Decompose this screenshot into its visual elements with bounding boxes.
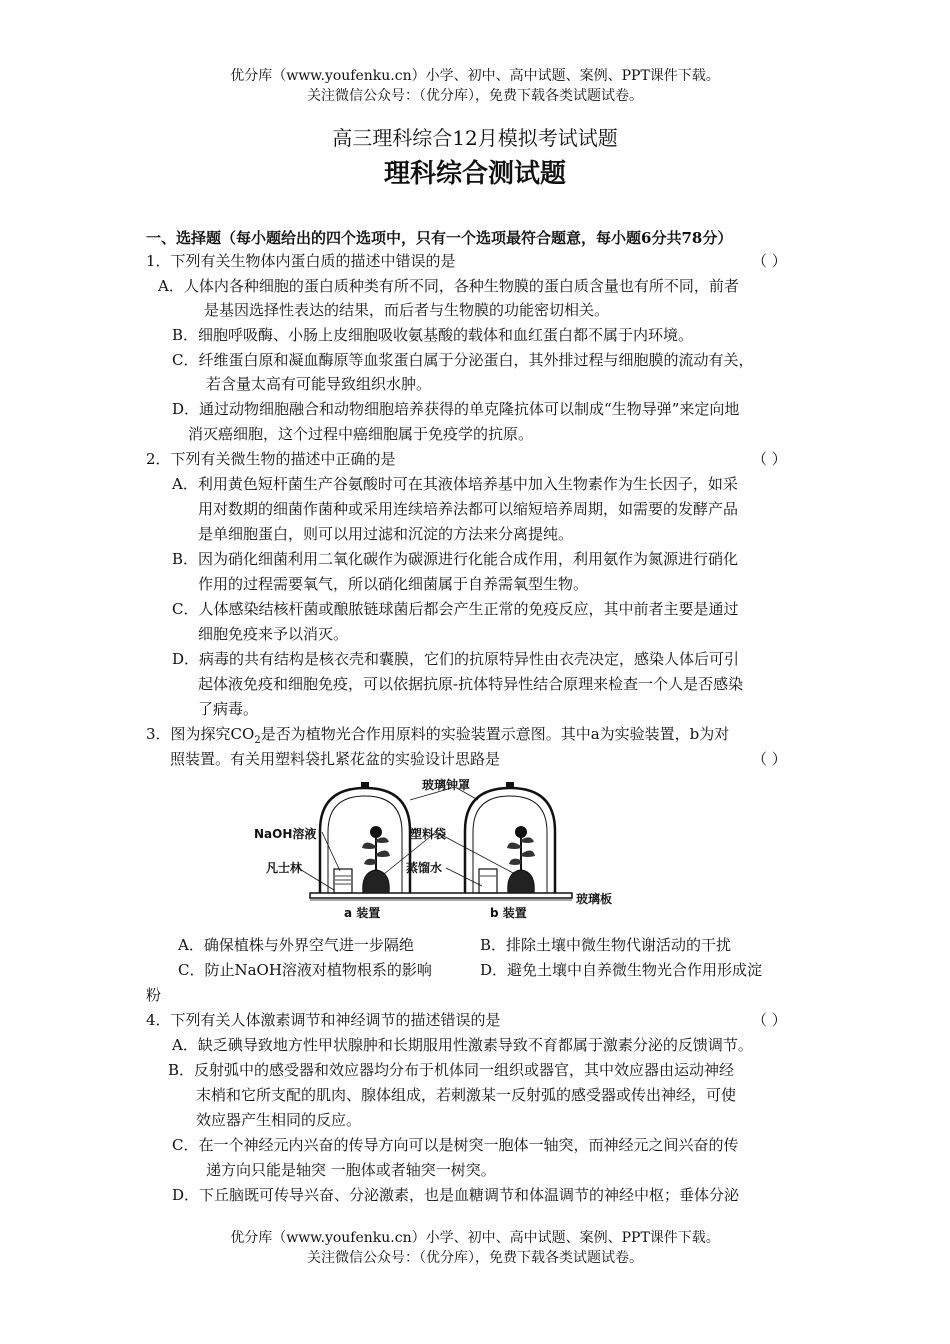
pot-b bbox=[508, 870, 534, 893]
q4-option-b-cont-1: 末梢和它所支配的肌肉、腺体组成，若刺激某一反射弧的感受器或传出神经，可使 bbox=[196, 1086, 737, 1104]
beaker-water bbox=[479, 869, 497, 893]
q2-option-c-cont: 细胞免疫来予以消灭。 bbox=[198, 625, 349, 643]
label-plastic-bag: 塑料袋 bbox=[410, 827, 447, 841]
q3-option-d-cont: 粉 bbox=[146, 986, 162, 1004]
q1-option-a-cont: 是基因选择性表达的结果，而后者与生物膜的功能密切相关。 bbox=[204, 301, 610, 319]
q3-option-d: D．避免土壤中自养微生物光合作用形成淀 bbox=[480, 961, 763, 979]
beaker-naoh bbox=[334, 869, 352, 893]
exam-title: 高三理科综合12月模拟考试试题 bbox=[332, 126, 618, 150]
q1-option-d-cont: 消灭癌细胞，这个过程中癌细胞属于免疫学的抗原。 bbox=[188, 425, 534, 443]
q3-answer-paren: （ ） bbox=[752, 750, 787, 768]
q2-answer-paren: （ ） bbox=[752, 450, 787, 468]
q4-stem: 4．下列有关人体激素调节和神经调节的描述错误的是 bbox=[146, 1011, 501, 1029]
header-line-1: 优分库（www.youfenku.cn）小学、初中、高中试题、案例、PPT课件下载。 bbox=[230, 68, 720, 84]
q2-option-a-cont-2: 是单细胞蛋白，则可以用过滤和沉淀的方法来分离提纯。 bbox=[198, 525, 574, 543]
q1-option-c: C．纤维蛋白原和凝血酶原等血浆蛋白属于分泌蛋白，其外排过程与细胞膜的流动有关， bbox=[172, 351, 754, 369]
q3-stem-cont: 照装置。有关用塑料袋扎紧花盆的实验设计思路是 bbox=[170, 750, 501, 768]
q2-option-b-cont: 作用的过程需要氧气，所以硝化细菌属于自养需氧型生物。 bbox=[198, 575, 589, 593]
q4-option-c-cont: 递方向只能是轴突 一胞体或者轴突一树突。 bbox=[206, 1161, 496, 1179]
q2-option-d-cont-2: 了病毒。 bbox=[198, 700, 259, 718]
q2-option-a-cont-1: 用对数期的细菌作菌种或采用连续培养法都可以缩短培养周期，如需要的发酵产品 bbox=[198, 500, 739, 518]
q1-stem: 1．下列有关生物体内蛋白质的描述中错误的是 bbox=[146, 252, 456, 270]
q2-option-b: B．因为硝化细菌利用二氧化碳作为碳源进行化能合成作用，利用氨作为氮源进行硝化 bbox=[172, 550, 739, 568]
q1-option-b: B．细胞呼吸酶、小肠上皮细胞吸收氨基酸的载体和血红蛋白都不属于内环境。 bbox=[172, 326, 694, 344]
q4-option-b-cont-2: 效应器产生相同的反应。 bbox=[196, 1111, 362, 1129]
q2-option-c: C．人体感染结核杆菌或酿脓链球菌后都会产生正常的免疫反应，其中前者主要是通过 bbox=[172, 600, 739, 618]
footer-line-1: 优分库（www.youfenku.cn）小学、初中、高中试题、案例、PPT课件下载。 bbox=[230, 1230, 720, 1246]
q4-option-d: D．下丘脑既可传导兴奋、分泌激素，也是血糖调节和体温调节的神经中枢；垂体分泌 bbox=[172, 1186, 740, 1204]
q3-apparatus-figure bbox=[250, 776, 630, 926]
q3-stem-subscript: 2 bbox=[254, 735, 261, 746]
q1-answer-paren: （ ） bbox=[752, 252, 787, 270]
q2-option-a: A．利用黄色短杆菌生产谷氨酸时可在其液体培养基中加入生物素作为生长因子，如采 bbox=[172, 475, 738, 493]
q3-option-c: C．防止NaOH溶液对植物根系的影响 bbox=[178, 961, 432, 979]
footer-line-2: 关注微信公众号：（优分库），免费下载各类试题试卷。 bbox=[307, 1250, 643, 1266]
q2-option-d: D．病毒的共有结构是核衣壳和囊膜，它们的抗原特异性由衣壳决定，感染人体后可引 bbox=[172, 650, 740, 668]
q3-stem: 3．图为探究$CO_2$是否为植物光合作用原料的实验装置示意图。其中a为实验装置，b为对 bbox=[146, 725, 730, 746]
q2-stem: 2．下列有关微生物的描述中正确的是 bbox=[146, 450, 396, 468]
q1-option-c-cont: 若含量太高有可能导致组织水肿。 bbox=[206, 375, 432, 393]
label-naoh: NaOH溶液 bbox=[254, 827, 317, 841]
q2-option-d-cont-1: 起体液免疫和细胞免疫，可以依据抗原-抗体特异性结合原理来检查一个人是否感染 bbox=[198, 675, 744, 693]
glass-plate bbox=[310, 893, 572, 898]
q3-option-a: A．确保植株与外界空气进一步隔绝 bbox=[178, 936, 414, 954]
label-device-a: a 装置 bbox=[344, 906, 381, 920]
q4-option-c: C．在一个神经元内兴奋的传导方向可以是树突一胞体一轴突，而神经元之间兴奋的传 bbox=[172, 1136, 739, 1154]
label-glass-plate: 玻璃板 bbox=[576, 892, 613, 906]
label-distilled-water: 蒸馏水 bbox=[406, 861, 443, 875]
header-line-2: 关注微信公众号：（优分库），免费下载各类试题试卷。 bbox=[307, 88, 643, 104]
label-device-b: b 装置 bbox=[490, 906, 527, 920]
q1-option-d: D．通过动物细胞融合和动物细胞培养获得的单克隆抗体可以制成“生物导弹”来定向地 bbox=[172, 400, 740, 418]
q4-answer-paren: （ ） bbox=[752, 1011, 787, 1029]
q3-option-b: B．排除土壤中微生物代谢活动的干扰 bbox=[480, 936, 732, 954]
label-vaseline: 凡士林 bbox=[266, 861, 303, 875]
q4-option-a: A．缺乏碘导致地方性甲状腺肿和长期服用性激素导致不育都属于激素分泌的反馈调节。 bbox=[172, 1036, 753, 1054]
q1-option-a: A．人体内各种细胞的蛋白质种类有所不同，各种生物膜的蛋白质含量也有所不同，前者 bbox=[158, 277, 739, 295]
q4-option-b: B．反射弧中的感受器和效应器均分布于机体同一组织或器官，其中效应器由运动神经 bbox=[168, 1061, 735, 1079]
label-bell-jar: 玻璃钟罩 bbox=[422, 778, 471, 792]
exam-subtitle: 理科综合测试题 bbox=[383, 159, 566, 189]
section-heading: 一、选择题（每小题给出的四个选项中，只有一个选项最符合题意，每小题6分共78分） bbox=[146, 229, 733, 247]
